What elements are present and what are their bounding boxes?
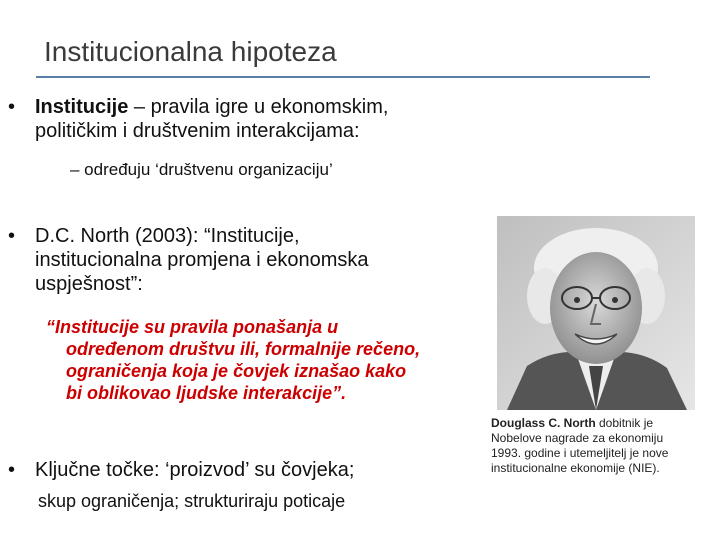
quote-line-4: bi oblikovao ljudske interakcije”. xyxy=(66,383,347,403)
portrait-image xyxy=(497,216,695,410)
bullet-2-line-1: D.C. North (2003): “Institucije, xyxy=(35,225,300,247)
term-institucije: Institucije xyxy=(35,96,129,118)
bullet-marker: • xyxy=(8,459,16,481)
slide-title: Institucionalna hipoteza xyxy=(44,36,337,67)
bullet-3-line-2: skup ograničenja; strukturiraju poticaje xyxy=(38,491,346,511)
caption-line-3: 1993. godine i utemeljitelj je nove xyxy=(491,446,669,460)
bullet-institucije xyxy=(35,95,388,143)
portrait-photo xyxy=(497,216,695,410)
bullet-2-line-3: uspješnost”: xyxy=(35,273,143,295)
caption-line-2: Nobelove nagrade za ekonomiju xyxy=(491,431,664,445)
quote-line-3: ograničenja koja je čovjek iznašao kako xyxy=(66,361,407,381)
caption-line-4: institucionalne ekonomije (NIE). xyxy=(491,461,660,475)
quote-line-1: “Institucije su pravila ponašanja u xyxy=(46,317,339,337)
bullet-1-line-1: – pravila igre u ekonomskim, xyxy=(128,96,389,118)
quote-line-2: određenom društvu ili, formalnije rečeno, xyxy=(66,339,421,359)
sub-bullet-drustvena-organizacija: – određuju ‘društvenu organizaciju’ xyxy=(70,160,333,179)
caption-line-1: dobitnik je xyxy=(595,416,654,430)
bullet-3-line-1: Ključne točke: ‘proizvod’ su čovjeka; xyxy=(35,459,355,481)
north-quote xyxy=(46,316,526,404)
bullet-2-line-2: institucionalna promjena i ekonomska xyxy=(35,249,369,271)
caption-name: Douglass C. North xyxy=(491,416,596,430)
bullet-marker: • xyxy=(8,225,16,247)
bullet-1-line-2: političkim i društvenim interakcijama: xyxy=(35,120,360,142)
bullet-marker: • xyxy=(8,96,16,118)
photo-caption xyxy=(491,416,711,476)
title-divider xyxy=(36,76,650,78)
bullet-north-2003 xyxy=(35,224,369,296)
bullet-kljucne-tocke xyxy=(35,458,354,482)
